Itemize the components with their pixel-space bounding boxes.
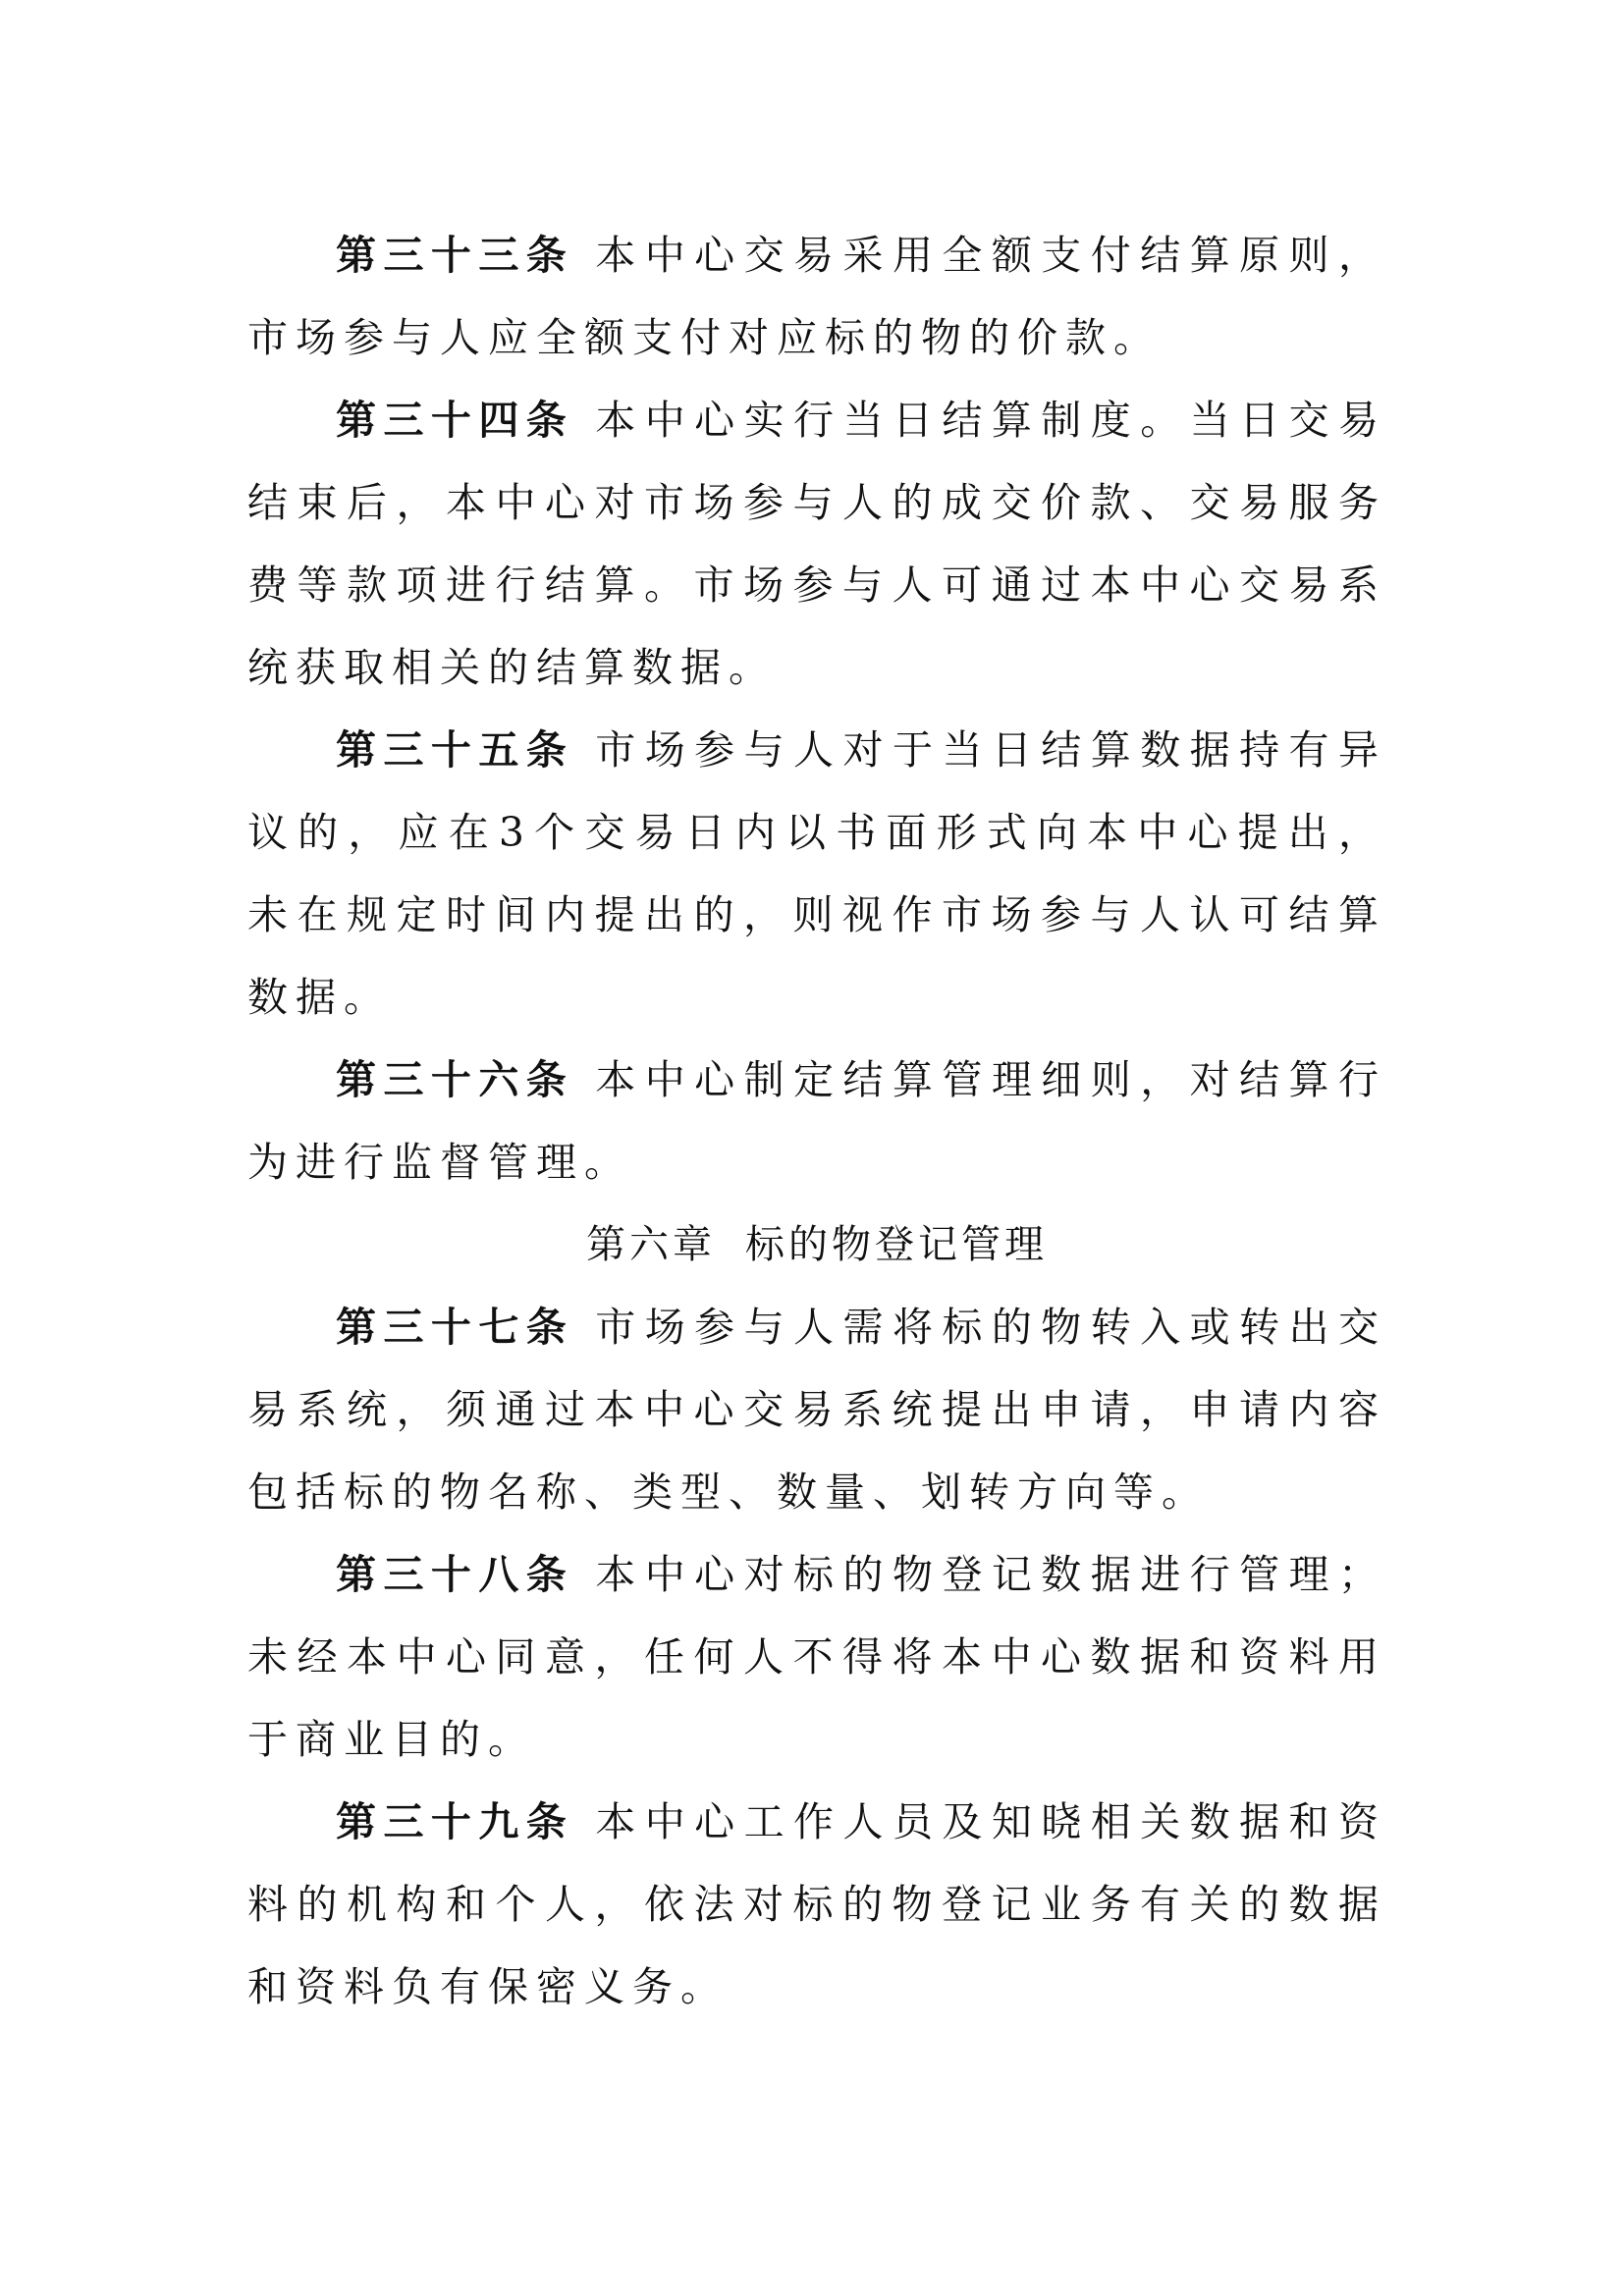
article-34 <box>247 379 1386 709</box>
chapter-title: 标的物登记管理 <box>745 1222 1048 1267</box>
article-text: 本中心交易采用全额支付结算原则，市场参与人应全额支付对应标的物的价款。 <box>247 232 1386 361</box>
article-text: 市场参与人需将标的物转入或转出交易系统，须通过本中心交易系统提出申请，申请内容包括标的物名称、类型、数量、划转方向等。 <box>247 1304 1386 1516</box>
article-36 <box>247 1039 1386 1203</box>
chapter-number: 第六章 <box>586 1222 716 1267</box>
article-38 <box>247 1533 1386 1781</box>
article-number: 第三十六条 <box>336 1056 574 1103</box>
article-text: 本中心工作人员及知晓相关数据和资料的机构和个人，依法对标的物登记业务有关的数据和资料负有保密义务。 <box>247 1798 1386 2010</box>
article-text: 市场参与人对于当日结算数据持有异议的，应在3个交易日内以书面形式向本中心提出，未在规定时间内提出的，则视作市场参与人认可结算数据。 <box>247 726 1386 1021</box>
article-35 <box>247 709 1386 1039</box>
article-number: 第三十八条 <box>336 1551 574 1598</box>
chapter-heading <box>247 1203 1386 1286</box>
article-number: 第三十四条 <box>336 397 574 444</box>
article-39 <box>247 1781 1386 2028</box>
article-text: 本中心实行当日结算制度。当日交易结束后，本中心对市场参与人的成交价款、交易服务费等款项进行结算。市场参与人可通过本中心交易系统获取相关的结算数据。 <box>247 397 1386 691</box>
article-number: 第三十九条 <box>336 1798 574 1845</box>
article-37 <box>247 1286 1386 1533</box>
article-33 <box>247 214 1386 379</box>
article-text: 本中心对标的物登记数据进行管理；未经本中心同意，任何人不得将本中心数据和资料用于商业目的。 <box>247 1551 1386 1763</box>
article-number: 第三十五条 <box>336 726 574 774</box>
article-text: 本中心制定结算管理细则，对结算行为进行监督管理。 <box>247 1056 1386 1186</box>
document-page <box>247 214 1386 2028</box>
article-number: 第三十三条 <box>336 232 574 279</box>
article-number: 第三十七条 <box>336 1304 574 1351</box>
